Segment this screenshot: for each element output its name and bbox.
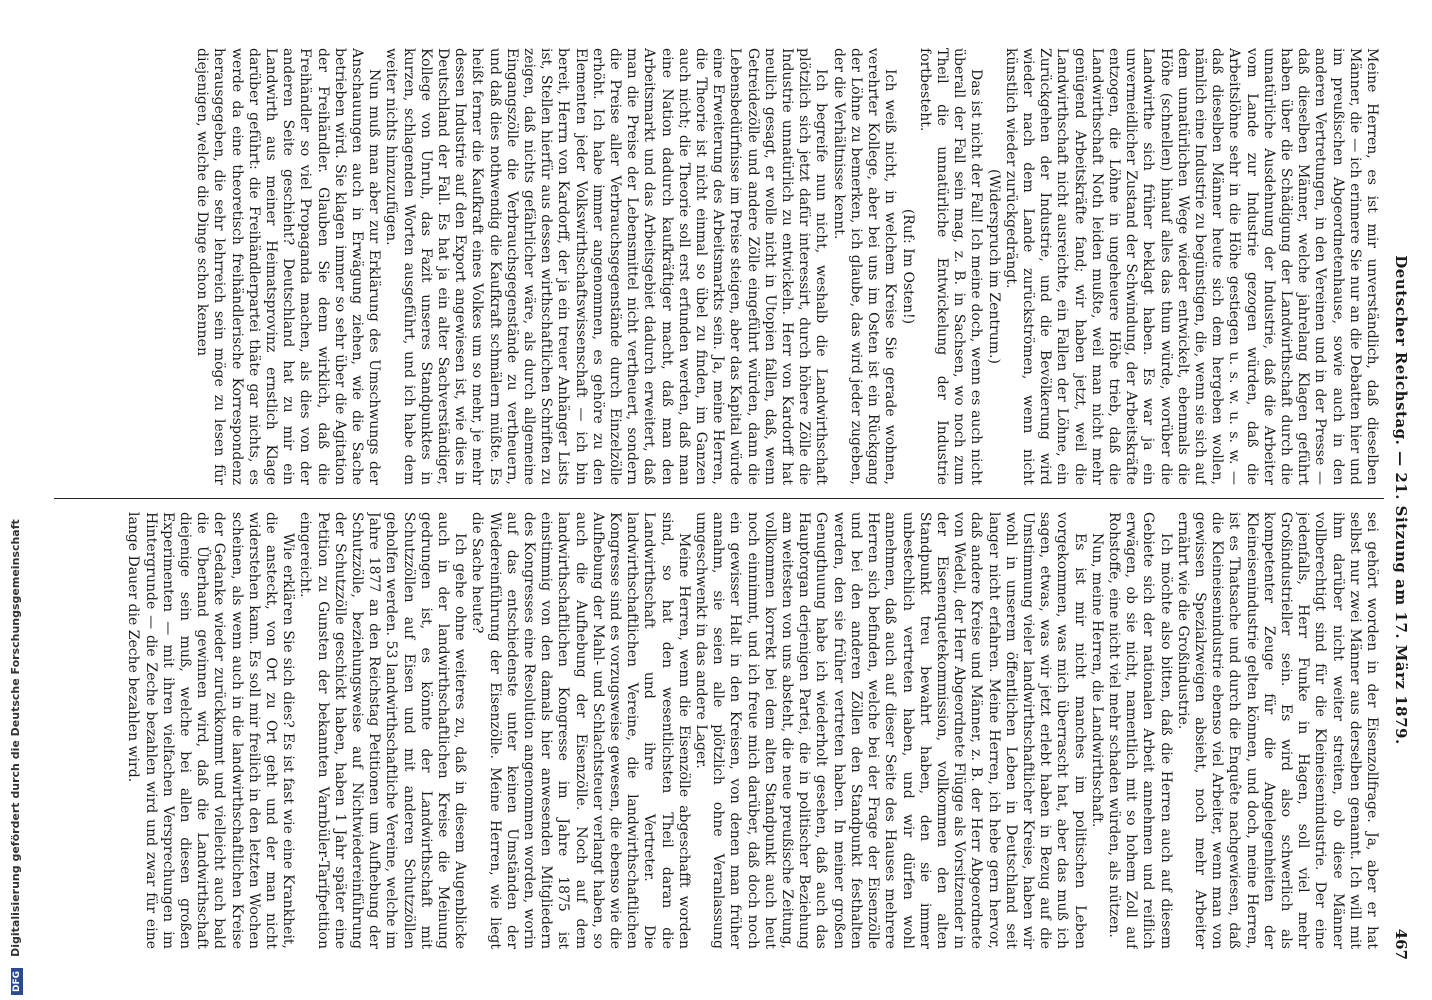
- paragraph: Wie erklären Sie sich dies? Es ist fast wie eine Krankheit, die ansteckt, von Ort zu Ort geht und der man nicht widerstehen kann. Es soll mir freilich in den letzten Wochen scheinen, als wenn auch in die landwirthschaftlichen Kreise der Gedanke wieder zurückkommt und vielleicht auch bald die Überhand gewinnen wird, daß die Landwirthschaft diejenige sein muß, welche bei allen diesen großen Experimenten — mit ihren vielfachen Versprechungen im Hintergrunde — die Zeche bezahlen wird und zwar für eine lange Dauer die Zeche bezahlen wird.: [125, 512, 297, 949]
- paragraph: Ich weiß nicht, in welchem Kreise Sie gerade wohnen, verehrter Kollege, aber bei uns im Osten ist ein Rückgang der Löhne zu bemerken, ich glaube, das wird jeder zugeben, der die Verhältnisse kennt.: [830, 48, 899, 485]
- interjection: (Widerspruch im Zentrum.): [985, 169, 1002, 364]
- digitization-note: Digitalisierung gefördert durch die Deutsche Forschungsgemeinschaft: [9, 519, 22, 957]
- paragraph: Ich begreife nun nicht, weshalb die Landwirthschaft plötzlich sich jetzt dafür interessirt, durch höhere Zölle die Industrie unnatürlich zu entwickeln. Herr von Kardorff hat neulich gesagt, er wolle nicht in Utopien fallen, daß, wenn Getreidezölle und andere Zölle eingeführt würden, dann die Lebensbedürfnisse im Preise steigen, aber das Kapital würde eine Erweiterung des Arbeitsmarkts sein. Ja, meine Herren, die Theorie ist nicht einmal so übel zu finden, im Ganzen auch nicht; die Theorie soll erst erfunden werden, daß man eine Nation dadurch kaufkräftiger macht, daß man den Arbeitsmarkt und das Arbeitsgebiet dadurch erweitert, daß man die Preise der Lebensmittel nicht vertheuert, sondern die Preise aller Verbrauchsgegenstände durch Einzelzölle erhöht. Ich habe immer angenommen, es gehöre zu den Elementen jeder Volkswirthschaftswissenschaft — ich bin bereit, Herrn von Kardorff, der ja ein treuer Anhänger Lists ist, Stellen hierfür aus dessen wirthschaftlichen Schriften zu zeigen, daß nichts gefährlicher wäre, als durch allgemeine Eingangszölle die Verbrauchsgegenstände zu vertheuern, und daß dies nothwendig die Kaufkraft schmälern müßte. Es heißt ferner die Kaufkraft eines Volkes um so mehr, je mehr dessen Industrie auf den Export angewiesen ist, wie dies in Deutschland der Fall. Es hat ja ein alter Sachverständiger, Kollege von Unruh, das Fazit unseres Standpunktes in kurzen, schlagenden Worten ausgeführt, und ich habe dem weiter nichts hinzuzufügen.: [383, 48, 830, 485]
- running-header: Deutscher Reichstag. — 21. Sitzung am 17. März 1879.: [1392, 255, 1410, 745]
- interjection: (Ruf: Im Osten!): [899, 208, 916, 325]
- page-number: 467: [1392, 928, 1410, 960]
- column-divider: [54, 498, 1384, 499]
- dfg-logo: DFG: [11, 968, 23, 995]
- left-column: [55, 48, 1380, 485]
- section-heading: Nun, meine Herren, die Landwirthschaft.: [1088, 533, 1105, 828]
- paragraph: Ich möchte also bitten, daß die Herren auch auf diesem Gebiete sich der nationalen Arbeit annehmen und reiflich erwägen, ob sie nicht, namentlich mit so hohem Zoll auf Rohstoffe, eine nicht viel mehr schaden würden, als nützen.: [1105, 512, 1174, 949]
- digitization-footer: [4, 519, 23, 995]
- paragraph: Meine Herren, wenn die Eisenzölle abgeschafft worden sind, so hat den wesentlichsten Theil daran die Landwirthschaft und ihre Vertreter. Die landwirthschaftlichen Vereine, die landwirthschaftlichen Kongresse sind es vorzugsweise gewesen, die ebenso wie die Aufhebung der Mahl- und Schlachtsteuer verlangt haben, so auch die Aufhebung der Eisenzölle. Noch auf dem landwirthschaftlichen Kongresse im Jahre 1875 ist einstimmig von den damals hier anwesenden Mitgliedern des Kongresses eine Resolution angenommen worden, worin auf das entschiedenste unter keinen Umständen der Wiedereinführung der Eisenzölle. Meine Herren, wie liegt die Sache heute?: [469, 512, 692, 949]
- paragraph: Nun muß man aber zur Erklärung des Umschwungs der Anschauungen auch in Erwägung ziehen, wie die Sache betrieben wird. Sie klagen immer so sehr über die Agitation der Freihändler. Glauben Sie denn wirklich, daß die Freihändler so viel Propaganda machen, als dies von der anderen Seite geschieht? Deutschland hat zu mir ein Landwirth aus meiner Heimatsprovinz ernstlich Klage darüber geführt: die Freihändlerpartei thäte gar nichts, es werde da eine theoretisch freihändlerische Korrespondenz herausgegeben, die sehr lehrreich sein möge zu lesen für diejenigen, welche die Dinge schon kennen: [194, 48, 383, 485]
- paragraph: Es ist mir nicht manches im politischen Leben vorgekommen, was mich überrascht hat, aber das muß ich sagen, etwas, was wir jetzt erlebt haben in Bezug auf die Umstimmung vieler landwirthschaftlicher Kreise, haben wir wohl in unserem öffentlichen Leben in Deutschland seit langer nicht erfahren. Meine Herren, ich hebe gern hervor, daß andere Kreise und Männer, z. B. der Herr Abgeordnete von Wedell, der Herr Abgeordnete Flügge als Vorsitzender in der Eisenenquetekommission, vollkommen den alten Standpunkt treu bewahrt haben, den sie immer unbestechlich vertreten haben, und wir dürfen wohl annehmen, daß auch auf dieser Seite des Hauses mehrere Herren sich befinden, welche bei der Frage der Eisenzölle und bei den anderen Zöllen den Standpunkt festhalten werden, den sie früher vertreten haben. In meiner großen Genugthuung habe ich wiederholt gesehen, daß auch das Hauptorgan derjenigen Partei, die in politischer Beziehung am weitesten von uns absteht, die neue preußische Zeitung, vollkommen korrekt bei dem alten Standpunkt auch heut noch einnimmt, und ich freue mich darüber, daß doch noch ein gewisser Halt in den Kreisen, von denen man früher annahm, sie seien alle plötzlich ohne Veranlassung umgeschwenkt in das andere Lager.: [693, 512, 1088, 949]
- paragraph: sei gehört worden in der Eisenzollfrage. Ja, aber er hat selbst nur zwei Männer aus derselben genannt. Ich will mit ihm darüber nicht weiter streiten, ob diese Männer vollberechtigt sind für die Kleineisenindustrie. Der eine jedenfalls, Herr Funke in Hagen, soll viel mehr Großindustrieller sein. Es wird also schwerlich als kompetenter Zeuge für die Angelegenheiten der Kleineisenindustrie gelten können, und doch, meine Herren, ist es Thatsache und durch die Enquête nachgewiesen, daß die Kleineisenindustrie ebenso viel Arbeiter, wenn man von gewissen Spezialzweigen absieht, noch mehr Arbeiter ernährt wie die Großindustrie.: [1174, 512, 1380, 949]
- paragraph: Ich gehe ohne weiteres zu, daß in diesem Augenblicke auch in der landwirthschaftlichen Kreise die Meinung gedrungen ist, es könnte der Landwirthschaft mit Schutzzöllen auf Eisen und mit anderen Schutzzöllen geholfen werden. 53 landwirthschaftliche Vereine, welche im Jahre 1877 an den Reichstag Petitionen um Aufhebung der Schutzzölle, beziehungsweise auf Nichtwiedereinführung der Schutzzölle geschickt haben, haben 1 Jahr später eine Petition zu Gunsten der bekannten Varnbüler-Tarifpetition eingereicht.: [297, 512, 469, 949]
- paragraph: Meine Herren, es ist mir unverständlich, daß dieselben Männer, die — ich erinnere Sie nur an die Debatten hier und im preußischen Abgeordnetenhause, sowie auch in den anderen Vertretungen, in den Vereinen und in der Presse — daß dieselben Männer, welche jahrelang Klagen geführt haben über die Schädigung der Landwirthschaft durch die unnatürliche Ausdehnung der Industrie, daß die Arbeiter vom Lande zur Industrie gezogen würden, daß die Arbeitslöhne sehr in die Höhe gestiegen u. s. w. u. s. w. — daß dieselben Männer heute sich dem hergeben wollen, nämlich eine Industrie zu begünstigen, die, wenn sie sich auf dem unnatürlichen Wege wieder entwickelt, ebenmals die Höhe (schnellen) hinauf alles das thun würde, worüber die Landwirthe sich früher beklagt haben. Es war ja ein unvermeidlicher Zustand der Schwindung, der Arbeitskräfte entzogen, die Löhne in ungeheuere Höhe trieb, daß die Landwirthschaft Noth leiden mußte, weil man nicht mehr genügend Arbeitskräfte fand; wir haben jetzt, weil die Landwirthschaft nicht ausreichte, ein Fallen der Löhne, ein Zurückgehen der Industrie, und die Bevölkerung wird wieder nach dem Lande zurückströmen, wenn nicht künstlich wieder zurückgedrängt.: [1002, 48, 1380, 485]
- paragraph: Das ist nicht der Fall! Ich meine doch, wenn es auch nicht überall der Fall sein mag, z. B. in Sachsen, wo noch zum Theil die unnatürliche Entwickelung der Industrie fortbesteht.: [916, 48, 985, 485]
- right-column: [55, 512, 1380, 949]
